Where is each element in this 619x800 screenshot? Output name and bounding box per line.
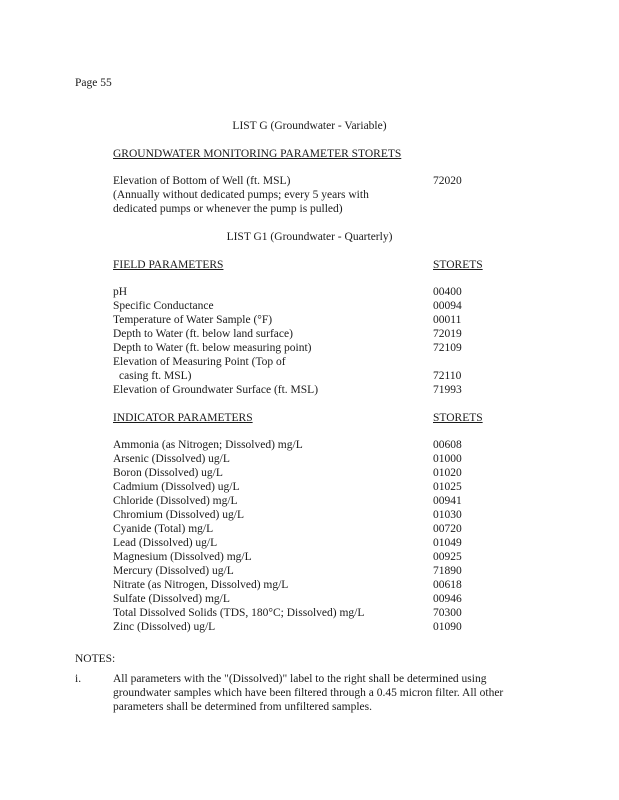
notes-heading: NOTES: bbox=[75, 653, 116, 665]
indicator-label: Cadmium (Dissolved) ug/L bbox=[113, 481, 240, 493]
indicator-code: 01025 bbox=[433, 481, 462, 493]
table-row bbox=[0, 592, 619, 606]
indicator-code: 70300 bbox=[433, 607, 462, 619]
table-row bbox=[0, 452, 619, 466]
field-code: 72109 bbox=[433, 342, 462, 354]
field-code: 00011 bbox=[433, 314, 462, 326]
indicator-label: Chloride (Dissolved) mg/L bbox=[113, 495, 238, 507]
table-row bbox=[0, 341, 619, 355]
table-row bbox=[0, 494, 619, 508]
field-label: Depth to Water (ft. below land surface) bbox=[113, 328, 293, 340]
indicator-code: 01020 bbox=[433, 467, 462, 479]
field-code: 00400 bbox=[433, 286, 462, 298]
elevation-bottom-line1: Elevation of Bottom of Well (ft. MSL) bbox=[113, 175, 291, 187]
table-row bbox=[0, 550, 619, 564]
field-label: casing ft. MSL) bbox=[119, 370, 192, 382]
indicator-code: 01000 bbox=[433, 453, 462, 465]
field-code: 00094 bbox=[433, 300, 462, 312]
indicator-code: 01090 bbox=[433, 621, 462, 633]
table-row bbox=[0, 522, 619, 536]
list-g-title: LIST G (Groundwater - Variable) bbox=[232, 120, 387, 132]
field-label: Elevation of Groundwater Surface (ft. MSL) bbox=[113, 384, 319, 396]
note-marker: i. bbox=[75, 673, 82, 685]
indicator-label: Boron (Dissolved) ug/L bbox=[113, 467, 223, 479]
indicator-label: Chromium (Dissolved) ug/L bbox=[113, 509, 244, 521]
table-row bbox=[0, 299, 619, 313]
indicator-label: Zinc (Dissolved) ug/L bbox=[113, 621, 216, 633]
field-label: Temperature of Water Sample (°F) bbox=[113, 314, 273, 326]
indicator-label: Lead (Dissolved) ug/L bbox=[113, 537, 218, 549]
field-label: Elevation of Measuring Point (Top of bbox=[113, 356, 286, 368]
table-row bbox=[0, 578, 619, 592]
indicator-label: Ammonia (as Nitrogen; Dissolved) mg/L bbox=[113, 439, 303, 451]
elevation-bottom-line3: dedicated pumps or whenever the pump is pulled) bbox=[113, 203, 343, 215]
note-line2: groundwater samples which have been filtered through a 0.45 micron filter. All other bbox=[113, 687, 504, 699]
table-row bbox=[0, 620, 619, 634]
list-g1-title: LIST G1 (Groundwater - Quarterly) bbox=[226, 231, 393, 243]
field-code: 72019 bbox=[433, 328, 462, 340]
table-row bbox=[0, 564, 619, 578]
table-row bbox=[0, 606, 619, 620]
table-row bbox=[0, 285, 619, 299]
page-label: Page 55 bbox=[75, 77, 112, 89]
indicator-label: Sulfate (Dissolved) mg/L bbox=[113, 593, 230, 605]
indicator-code: 00618 bbox=[433, 579, 462, 591]
table-row bbox=[0, 466, 619, 480]
field-label: pH bbox=[113, 286, 128, 298]
field-heading: FIELD PARAMETERS bbox=[113, 259, 224, 271]
indicator-label: Arsenic (Dissolved) ug/L bbox=[113, 453, 230, 465]
field-code: 72110 bbox=[433, 370, 462, 382]
indicator-heading: INDICATOR PARAMETERS bbox=[113, 412, 253, 424]
indicator-label: Mercury (Dissolved) ug/L bbox=[113, 565, 234, 577]
indicator-code: 00946 bbox=[433, 593, 462, 605]
monitoring-heading: GROUNDWATER MONITORING PARAMETER STORETS bbox=[113, 148, 402, 160]
indicator-code: 00925 bbox=[433, 551, 462, 563]
table-row bbox=[0, 383, 619, 397]
elevation-bottom-code: 72020 bbox=[433, 175, 462, 187]
table-row bbox=[0, 480, 619, 494]
table-row bbox=[0, 327, 619, 341]
field-label: Specific Conductance bbox=[113, 300, 214, 312]
table-row bbox=[0, 536, 619, 550]
field-code: 71993 bbox=[433, 384, 462, 396]
field-storets-heading: STORETS bbox=[433, 259, 483, 271]
indicator-storets-heading: STORETS bbox=[433, 412, 483, 424]
indicator-label: Nitrate (as Nitrogen, Dissolved) mg/L bbox=[113, 579, 289, 591]
indicator-label: Magnesium (Dissolved) mg/L bbox=[113, 551, 252, 563]
indicator-code: 00720 bbox=[433, 523, 462, 535]
indicator-code: 71890 bbox=[433, 565, 462, 577]
note-line3: parameters shall be determined from unfiltered samples. bbox=[113, 701, 372, 713]
indicator-code: 01030 bbox=[433, 509, 462, 521]
table-row bbox=[0, 508, 619, 522]
note-line1: All parameters with the "(Dissolved)" label to the right shall be determined using bbox=[113, 673, 487, 685]
table-row bbox=[0, 369, 619, 383]
indicator-code: 00608 bbox=[433, 439, 462, 451]
indicator-label: Cyanide (Total) mg/L bbox=[113, 523, 214, 535]
table-row bbox=[0, 313, 619, 327]
table-row bbox=[0, 438, 619, 452]
indicator-code: 00941 bbox=[433, 495, 462, 507]
table-row bbox=[0, 355, 619, 369]
field-label: Depth to Water (ft. below measuring point) bbox=[113, 342, 312, 354]
indicator-label: Total Dissolved Solids (TDS, 180°C; Dissolved) mg/L bbox=[113, 607, 365, 619]
indicator-code: 01049 bbox=[433, 537, 462, 549]
elevation-bottom-line2: (Annually without dedicated pumps; every 5 years with bbox=[113, 189, 369, 201]
